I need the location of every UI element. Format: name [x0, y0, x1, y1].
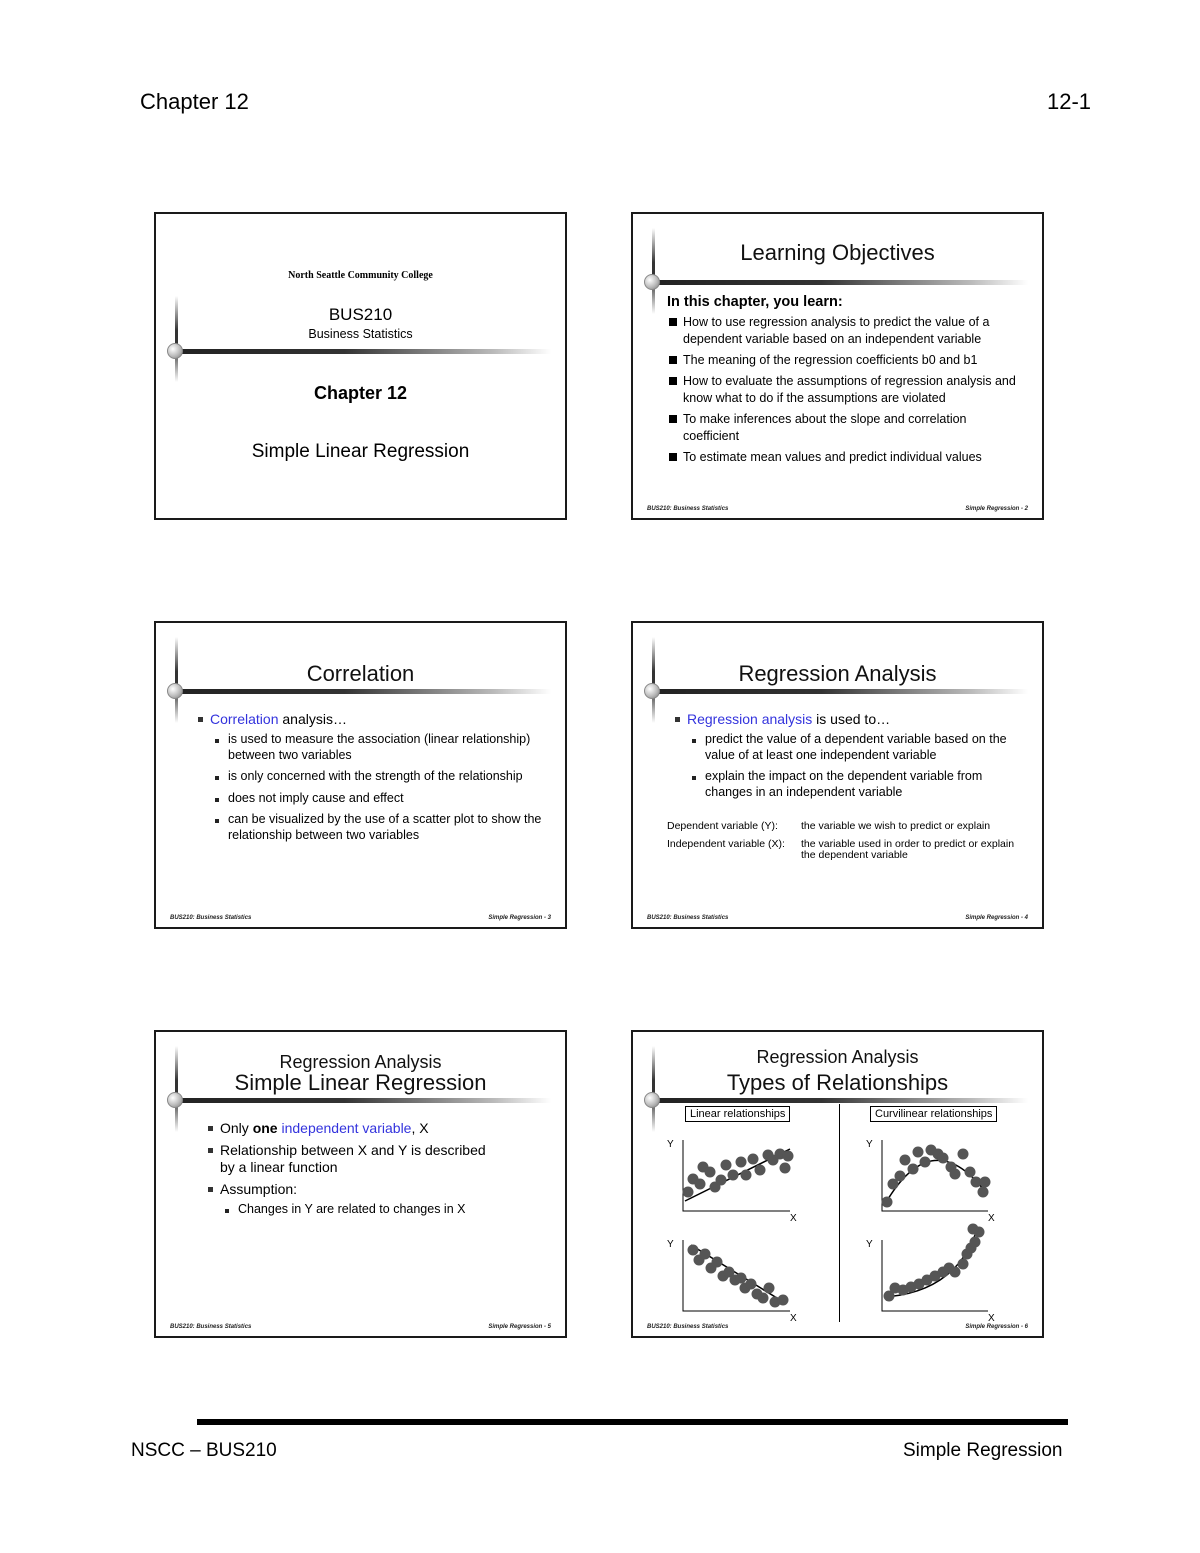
highlight-term: Correlation [210, 711, 279, 727]
scatter-point [980, 1177, 991, 1188]
scatter-point [908, 1164, 919, 1175]
curvilinear-relationships-label: Curvilinear relationships [870, 1106, 997, 1122]
slide-title: Regression Analysis [738, 661, 937, 686]
scatter-point [978, 1187, 989, 1198]
scatter-point [968, 1224, 979, 1235]
scatter-point [741, 1170, 752, 1181]
scatter-point [755, 1165, 766, 1176]
list-item: predict the value of a dependent variable based on the value of at least one independent variable [687, 732, 1019, 763]
scatter-point [882, 1197, 893, 1208]
scatter-point [970, 1237, 981, 1248]
bullet-text: Only [220, 1120, 253, 1136]
slide-decoration-bar [175, 1098, 551, 1103]
page-footer-right: Simple Regression [903, 1440, 1063, 1461]
scatter-point [728, 1170, 739, 1181]
bullet-list [192, 711, 554, 849]
scatter-point [958, 1149, 969, 1160]
slide-footer-left: BUS210: Business Statistics [170, 915, 252, 921]
scatter-point [688, 1245, 699, 1256]
scatter-point [950, 1267, 961, 1278]
scatter-point [780, 1163, 791, 1174]
list-item: is used to measure the association (linear relationship) between two variables [210, 732, 554, 763]
slide-3-correlation [154, 621, 567, 929]
bullet-text: is used to… [812, 711, 891, 727]
scatter-point [764, 1283, 775, 1294]
footer-rule [197, 1419, 1068, 1425]
bullet-text: , X [411, 1120, 429, 1136]
list-item: How to evaluate the assumptions of regression analysis and know what to do if the assumptions are violated [667, 373, 1017, 407]
slide-footer-left: BUS210: Business Statistics [647, 506, 729, 512]
slide-footer-right: Simple Regression - 4 [965, 915, 1028, 921]
scatter-point [746, 1279, 757, 1290]
course-code: BUS210 [328, 305, 393, 324]
list-item [669, 711, 1019, 800]
emphasis: one [252, 1120, 278, 1136]
data-points [882, 1145, 991, 1208]
scatter-point [783, 1151, 794, 1162]
chapter-heading: Chapter 12 [313, 383, 408, 403]
list-item: does not imply cause and effect [210, 791, 554, 807]
axis-x-label: X [988, 1213, 995, 1224]
slide-title: Simple Linear Regression [234, 1070, 487, 1095]
list-item: Changes in Y are related to changes in X [220, 1202, 502, 1218]
bullet-text: Assumption: [220, 1181, 298, 1197]
slide-decoration-bar [652, 280, 1028, 285]
axis-x-label: X [790, 1313, 797, 1324]
scatter-point [748, 1154, 759, 1165]
scatter-point [712, 1257, 723, 1268]
linear-relationships-label: Linear relationships [685, 1106, 790, 1122]
slide-footer-left: BUS210: Business Statistics [647, 915, 729, 921]
page-footer-left: NSCC – BUS210 [131, 1440, 277, 1461]
objectives-intro: In this chapter, you learn: [667, 294, 843, 310]
college-name: North Seattle Community College [288, 270, 433, 281]
axis-x-label: X [790, 1213, 797, 1224]
slide-footer-right: Simple Regression - 3 [488, 915, 551, 921]
scatter-point [920, 1157, 931, 1168]
slide-footer-right: Simple Regression - 6 [965, 1324, 1028, 1330]
list-item: is only concerned with the strength of the relationship [210, 769, 554, 785]
slide-decoration-bar [175, 689, 551, 694]
slide-title: Learning Objectives [740, 240, 935, 265]
course-name: Business Statistics [308, 327, 413, 341]
scatter-point [950, 1169, 961, 1180]
list-item: Relationship between X and Y is described by a linear function [202, 1142, 502, 1176]
scatter-point [778, 1295, 789, 1306]
page-number: 12-1 [1047, 89, 1092, 114]
slide-2-learning-objectives [631, 212, 1044, 520]
slide-title: Types of Relationships [726, 1070, 949, 1095]
axis-x-label: X [988, 1313, 995, 1324]
slide-6-types-of-relationships [631, 1030, 1044, 1338]
list-item: How to use regression analysis to predict the value of a dependent variable based on an independent variable [667, 314, 1017, 348]
slide-subtitle: Regression Analysis [279, 1052, 442, 1072]
scatter-point [721, 1160, 732, 1171]
slide-decoration-knob [644, 274, 660, 290]
data-points [884, 1224, 985, 1302]
scatter-point [895, 1171, 906, 1182]
axis-y-label: Y [667, 1139, 674, 1150]
bullet-list [669, 711, 1019, 806]
slide-1-title [154, 212, 567, 520]
chapter-subtitle: Simple Linear Regression [251, 441, 470, 462]
scatter-point [758, 1293, 769, 1304]
list-item [192, 711, 554, 843]
scatter-point [705, 1167, 716, 1178]
list-item: explain the impact on the dependent variable from changes in an independent variable [687, 769, 1019, 800]
slide-decoration-knob [167, 343, 183, 359]
list-item: can be visualized by the use of a scatter plot to show the relationship between two variables [210, 812, 554, 843]
definition-text: the variable we wish to predict or explain [801, 820, 991, 832]
slide-footer-left: BUS210: Business Statistics [170, 1324, 252, 1330]
scatter-point [695, 1179, 706, 1190]
plot-curvilinear-rising [866, 1224, 995, 1325]
plot-linear-negative [667, 1239, 797, 1324]
list-item [202, 1181, 502, 1218]
scatter-plots [633, 1032, 1044, 1338]
bullet-list [202, 1120, 502, 1224]
slide-4-regression-analysis [631, 621, 1044, 929]
data-points [683, 1149, 794, 1198]
scatter-point [965, 1167, 976, 1178]
page-header-chapter: Chapter 12 [140, 89, 249, 114]
slide-footer-right: Simple Regression - 2 [965, 506, 1028, 512]
slide-decoration-bar [652, 689, 1028, 694]
slide-decoration-bar [175, 349, 551, 354]
data-points [688, 1245, 789, 1308]
objectives [667, 294, 1017, 470]
highlight-term: Regression analysis [687, 711, 813, 727]
slide-footer-left: BUS210: Business Statistics [647, 1324, 729, 1330]
definition-term: Dependent variable (Y): [667, 820, 778, 832]
scatter-point [736, 1273, 747, 1284]
plot-linear-positive [667, 1139, 797, 1224]
slide-footer-right: Simple Regression - 5 [488, 1324, 551, 1330]
bullet-text: analysis… [278, 711, 347, 727]
scatter-point [900, 1155, 911, 1166]
scatter-point [683, 1187, 694, 1198]
highlight-term: independent variable [281, 1120, 412, 1136]
list-item: The meaning of the regression coefficients b0 and b1 [667, 352, 1017, 369]
axis-y-label: Y [667, 1239, 674, 1250]
plot-curvilinear-hump [866, 1139, 995, 1224]
scatter-point [913, 1147, 924, 1158]
scatter-point [958, 1259, 969, 1270]
list-item: To estimate mean values and predict individual values [667, 449, 1017, 466]
axis-y-label: Y [866, 1139, 873, 1150]
slide-subtitle: Regression Analysis [756, 1047, 919, 1067]
scatter-point [716, 1175, 727, 1186]
list-item: To make inferences about the slope and correlation coefficient [667, 411, 1017, 445]
scatter-point [938, 1153, 949, 1164]
scatter-point [700, 1249, 711, 1260]
slide-title: Correlation [306, 661, 415, 686]
definition-text: the variable used in order to predict or explain the dependent variable [801, 838, 1015, 861]
scatter-point [736, 1157, 747, 1168]
list-item [202, 1120, 502, 1137]
axis-y-label: Y [866, 1239, 873, 1250]
definition-term: Independent variable (X): [667, 838, 785, 850]
slide-5-simple-linear-regression [154, 1030, 567, 1338]
